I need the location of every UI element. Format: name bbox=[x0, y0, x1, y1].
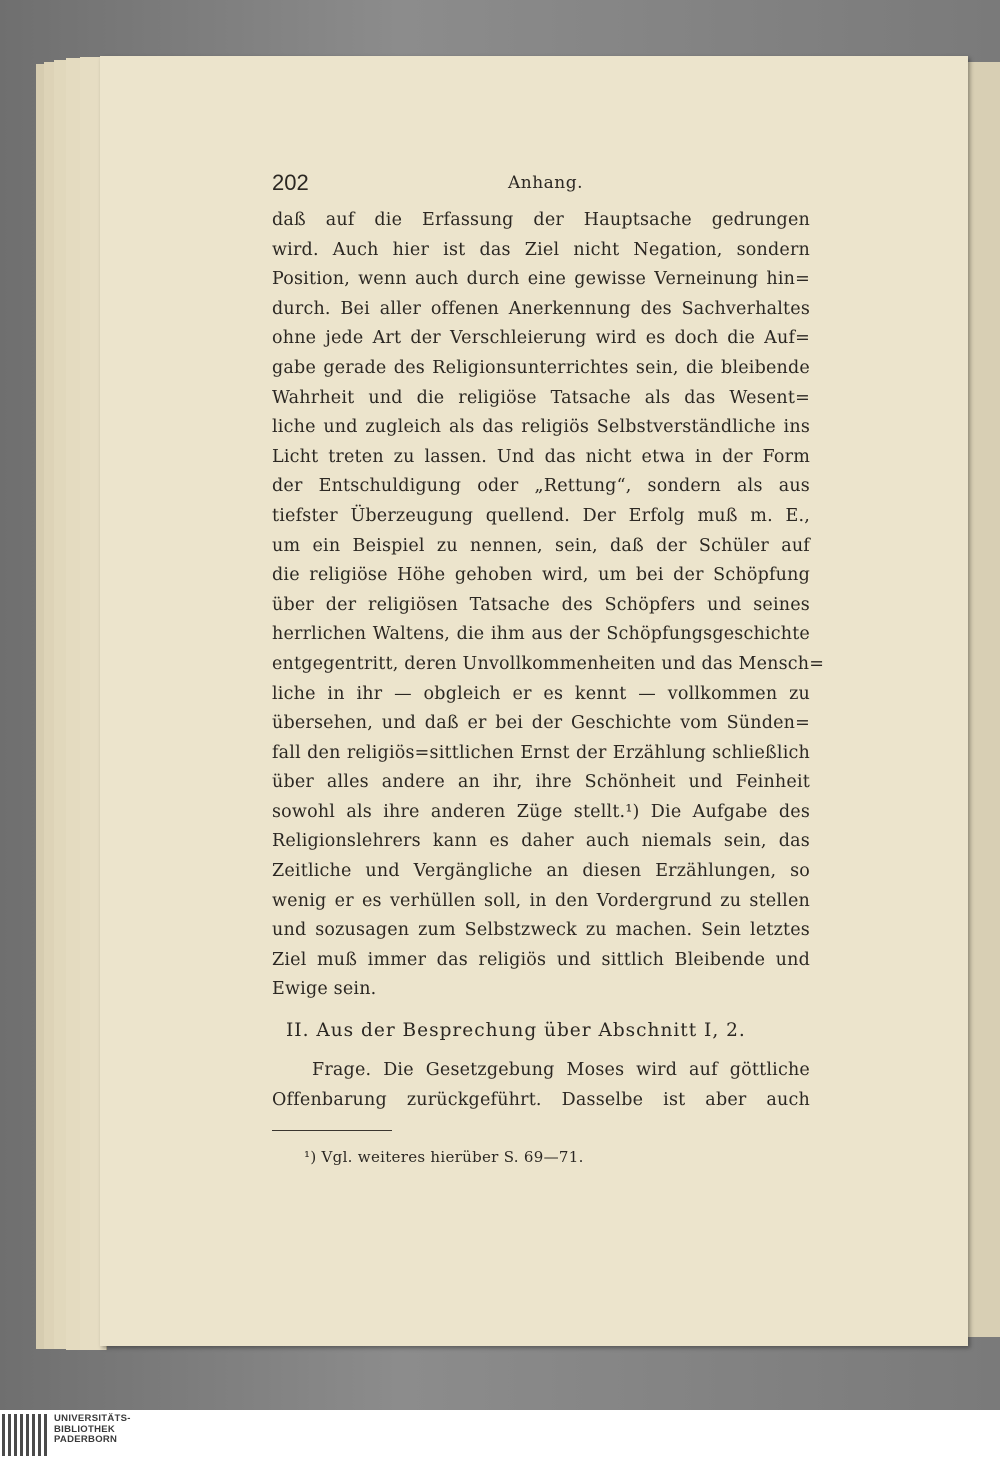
text-line: Ziel muß immer das religiös und sittlich Bleibende und bbox=[272, 949, 810, 970]
text-line: die religiöse Höhe gehoben wird, um bei der Schöpfung bbox=[272, 565, 810, 586]
body-text bbox=[272, 206, 825, 1005]
running-head: Anhang. bbox=[508, 173, 584, 193]
text-line: entgegentritt, deren Unvollkommenheiten und das Mensch= bbox=[272, 653, 825, 674]
library-logo-icon bbox=[2, 1414, 48, 1456]
text-line: fall den religiös=sittlichen Ernst der Erzählung schließlich bbox=[272, 742, 810, 763]
text-line: übersehen, und daß er bei der Geschichte vom Sünden= bbox=[272, 713, 810, 734]
page-number: 202 bbox=[272, 170, 309, 195]
text-line: ohne jede Art der Verschleierung wird es doch die Auf= bbox=[272, 328, 810, 349]
text-line: Religionslehrers kann es daher auch niemals sein, das bbox=[272, 831, 810, 852]
library-logo-text bbox=[54, 1414, 131, 1446]
text-line: der Entschuldigung oder „Rettung“, sondern als aus bbox=[272, 476, 810, 497]
text-line: liche in ihr — obgleich er es kennt — vollkommen zu bbox=[272, 683, 810, 704]
footnote-rule bbox=[272, 1130, 392, 1131]
footnote: ¹) Vgl. weiteres hierüber S. 69—71. bbox=[304, 1148, 584, 1166]
text-line: durch. Bei aller offenen Anerkennung des Sachverhaltes bbox=[272, 298, 810, 319]
text-line: Zeitliche und Vergängliche an diesen Erzählungen, so bbox=[272, 861, 810, 882]
text-line: über der religiösen Tatsache des Schöpfers und seines bbox=[272, 594, 810, 615]
text-line: wird. Auch hier ist das Ziel nicht Negation, sondern bbox=[272, 239, 810, 260]
text-line: Ewige sein. bbox=[272, 979, 377, 1000]
text-line: Wahrheit und die religiöse Tatsache als das Wesent= bbox=[272, 387, 810, 408]
text-line: Licht treten zu lassen. Und das nicht etwa in der Form bbox=[272, 446, 810, 467]
text-line: liche und zugleich als das religiös Selbstverständliche ins bbox=[272, 417, 810, 438]
text-line: Frage. Die Gesetzgebung Moses wird auf göttliche bbox=[312, 1060, 810, 1080]
facing-page-edge bbox=[966, 62, 1000, 1337]
logo-line: UNIVERSITÄTS- bbox=[54, 1413, 131, 1424]
text-line: gabe gerade des Religionsunterrichtes sein, die bleibende bbox=[272, 357, 810, 378]
text-line: um ein Beispiel zu nennen, sein, daß der Schüler auf bbox=[272, 535, 810, 556]
page-header bbox=[272, 170, 812, 200]
logo-line: BIBLIOTHEK bbox=[54, 1423, 116, 1435]
text-line: sowohl als ihre anderen Züge stellt.¹) Die Aufgabe des bbox=[272, 801, 810, 822]
text-line: Offenbarung zurückgeführt. Dasselbe ist aber auch bbox=[272, 1089, 810, 1110]
section-text bbox=[272, 1056, 810, 1115]
library-footer-bar bbox=[0, 1410, 1000, 1461]
text-line: wenig er es verhüllen soll, in den Vordergrund zu stellen bbox=[272, 890, 810, 911]
text-line: Position, wenn auch durch eine gewisse Verneinung hin= bbox=[272, 269, 810, 290]
text-line: und sozusagen zum Selbstzweck zu machen. Sein letztes bbox=[272, 920, 810, 941]
text-line: tiefster Überzeugung quellend. Der Erfolg muß m. E., bbox=[272, 505, 810, 526]
text-line: über alles andere an ihr, ihre Schönheit und Feinheit bbox=[272, 772, 810, 793]
section-heading: II. Aus der Besprechung über Abschnitt I, 2. bbox=[286, 1020, 746, 1041]
text-line: daß auf die Erfassung der Hauptsache gedrungen bbox=[272, 210, 810, 230]
logo-line: PADERBORN bbox=[54, 1434, 118, 1445]
text-line: herrlichen Waltens, die ihm aus der Schöpfungsgeschichte bbox=[272, 624, 810, 645]
